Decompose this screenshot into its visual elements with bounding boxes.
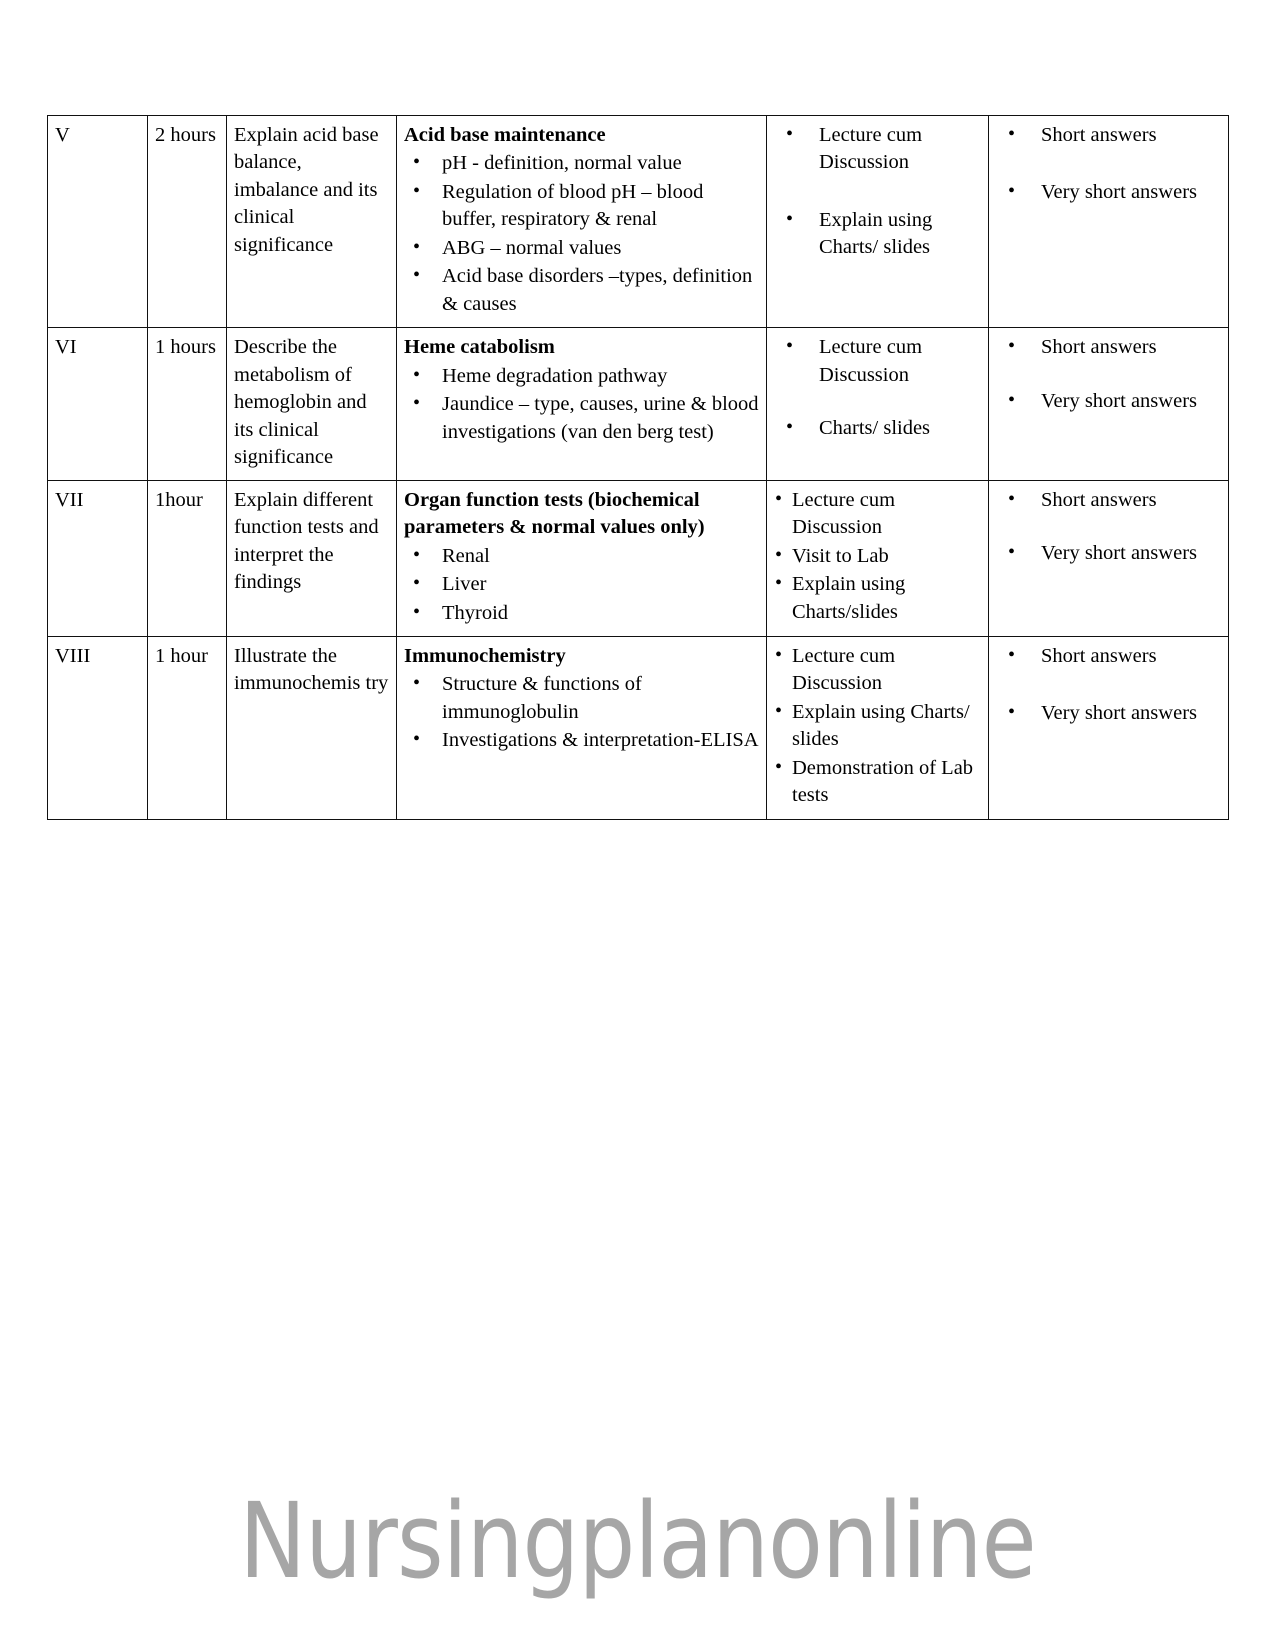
- list-item: • Very short answers: [996, 540, 1222, 567]
- teaching-method-list: [774, 487, 982, 626]
- list-item: • Lecture cum Discussion: [774, 334, 982, 389]
- list-item: • Lecture cum Discussion: [774, 487, 982, 542]
- list-item: • Short answers: [996, 487, 1222, 514]
- content-cell: [397, 636, 767, 819]
- list-item: • ABG – normal values: [404, 235, 760, 262]
- assessment-list: [996, 122, 1222, 207]
- content-list: [404, 671, 760, 754]
- assessment-list: [996, 487, 1222, 568]
- list-item: • Short answers: [996, 122, 1222, 149]
- assessment-cell: [989, 328, 1229, 480]
- syllabus-table: [47, 115, 1229, 820]
- teaching-method-cell: [767, 116, 989, 328]
- content-title: Organ function tests (biochemical parameters & normal values only): [404, 488, 705, 539]
- assessment-cell: [989, 116, 1229, 328]
- unit-label: VI: [55, 336, 77, 359]
- list-item: • Liver: [404, 571, 760, 598]
- list-item: • pH - definition, normal value: [404, 150, 760, 177]
- time-cell: [148, 480, 227, 636]
- assessment-list: [996, 643, 1222, 728]
- list-item: • Investigations & interpretation-ELISA: [404, 727, 760, 754]
- unit-cell: [48, 480, 148, 636]
- list-item: • Very short answers: [996, 388, 1222, 415]
- time-label: 1 hour: [155, 644, 208, 667]
- table-row: [48, 480, 1229, 636]
- site-watermark: Nursingplanonline: [239, 1480, 1036, 1602]
- list-item: • Very short answers: [996, 179, 1222, 206]
- list-item: • Jaundice – type, causes, urine & blood investigations (van den berg test): [404, 391, 760, 446]
- unit-cell: [48, 636, 148, 819]
- objective-cell: [227, 636, 397, 819]
- objective-text: Explain different function tests and interpret the findings: [234, 488, 379, 594]
- time-label: 1 hours: [155, 336, 216, 359]
- time-label: 1hour: [155, 488, 203, 511]
- assessment-cell: [989, 636, 1229, 819]
- objective-cell: [227, 116, 397, 328]
- teaching-method-list: [774, 334, 982, 442]
- teaching-method-cell: [767, 480, 989, 636]
- objective-text: Describe the metabolism of hemoglobin and its clinical significance: [234, 336, 367, 469]
- teaching-method-list: [774, 643, 982, 810]
- time-cell: [148, 116, 227, 328]
- list-item: • Very short answers: [996, 700, 1222, 727]
- time-cell: [148, 636, 227, 819]
- teaching-method-cell: [767, 636, 989, 819]
- list-item: • Short answers: [996, 334, 1222, 361]
- list-item: • Explain using Charts/ slides: [774, 699, 982, 754]
- unit-label: VII: [55, 488, 84, 511]
- list-item: • Explain using Charts/slides: [774, 571, 982, 626]
- list-item: • Lecture cum Discussion: [774, 122, 982, 177]
- content-title: Heme catabolism: [404, 336, 555, 359]
- unit-label: VIII: [55, 644, 91, 667]
- list-item: • Heme degradation pathway: [404, 363, 760, 390]
- table-row: [48, 116, 1229, 328]
- content-list: [404, 363, 760, 446]
- list-item: • Renal: [404, 543, 760, 570]
- list-item: • Demonstration of Lab tests: [774, 755, 982, 810]
- list-item: • Acid base disorders –types, definition & causes: [404, 263, 760, 318]
- objective-cell: [227, 328, 397, 480]
- time-label: 2 hours: [155, 124, 216, 146]
- unit-cell: [48, 116, 148, 328]
- unit-label: V: [55, 124, 70, 146]
- content-cell: [397, 328, 767, 480]
- assessment-cell: [989, 480, 1229, 636]
- list-item: • Charts/ slides: [774, 415, 982, 442]
- objective-text: Explain acid base balance, imbalance and its clinical significance: [234, 124, 379, 256]
- list-item: • Visit to Lab: [774, 543, 982, 570]
- content-cell: [397, 480, 767, 636]
- unit-cell: [48, 328, 148, 480]
- content-title: Acid base maintenance: [404, 124, 606, 146]
- content-cell: [397, 116, 767, 328]
- table-row: [48, 636, 1229, 819]
- list-item: • Regulation of blood pH – blood buffer, respiratory & renal: [404, 179, 760, 234]
- content-list: [404, 150, 760, 318]
- objective-cell: [227, 480, 397, 636]
- teaching-method-list: [774, 122, 982, 262]
- assessment-list: [996, 334, 1222, 415]
- list-item: • Explain using Charts/ slides: [774, 207, 982, 262]
- content-title: Immunochemistry: [404, 644, 566, 667]
- teaching-method-cell: [767, 328, 989, 480]
- content-list: [404, 543, 760, 627]
- objective-text: Illustrate the immunochemis try: [234, 644, 389, 695]
- list-item: • Lecture cum Discussion: [774, 643, 982, 698]
- table-row: [48, 328, 1229, 480]
- time-cell: [148, 328, 227, 480]
- list-item: • Structure & functions of immunoglobulin: [404, 671, 760, 726]
- list-item: • Thyroid: [404, 600, 760, 627]
- list-item: • Short answers: [996, 643, 1222, 670]
